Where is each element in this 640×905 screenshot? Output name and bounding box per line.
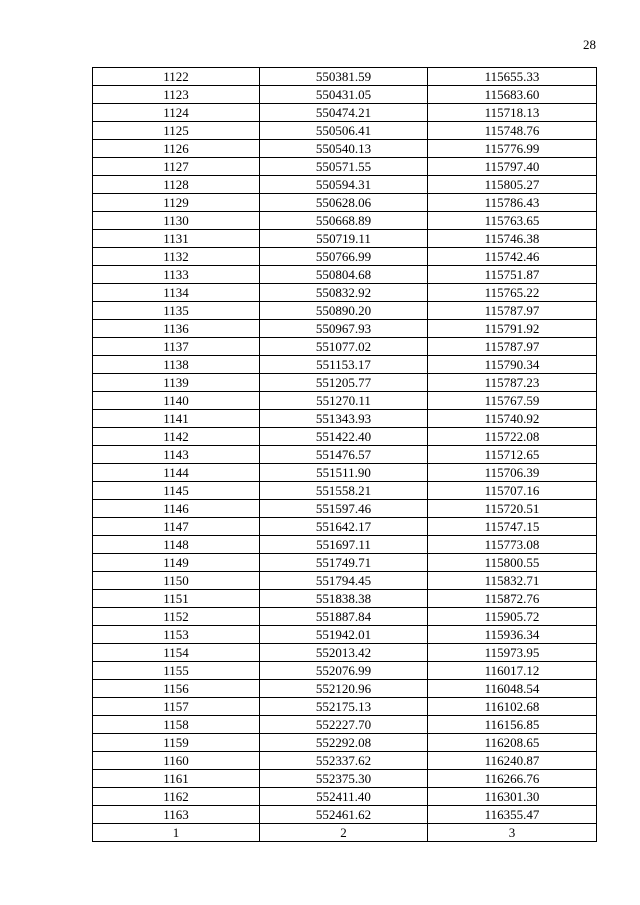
table-row	[93, 446, 597, 464]
table-row	[93, 140, 597, 158]
x-coordinate-cell: 551077.02	[260, 338, 428, 356]
coordinates-table-body	[93, 68, 597, 824]
x-coordinate-cell: 550571.55	[260, 158, 428, 176]
point-number-cell: 1126	[93, 140, 260, 158]
y-coordinate-cell: 115722.08	[428, 428, 597, 446]
y-coordinate-cell: 115767.59	[428, 392, 597, 410]
table-row	[93, 518, 597, 536]
y-coordinate-cell: 115790.34	[428, 356, 597, 374]
y-coordinate-cell: 116240.87	[428, 752, 597, 770]
y-coordinate-cell: 115740.92	[428, 410, 597, 428]
x-coordinate-cell: 551697.11	[260, 536, 428, 554]
y-coordinate-cell: 115973.95	[428, 644, 597, 662]
table-row	[93, 590, 597, 608]
table-row	[93, 320, 597, 338]
table-row	[93, 68, 597, 86]
point-number-cell: 1128	[93, 176, 260, 194]
table-row	[93, 608, 597, 626]
x-coordinate-cell: 551153.17	[260, 356, 428, 374]
column-number-cell: 3	[428, 824, 597, 842]
table-row	[93, 158, 597, 176]
y-coordinate-cell: 115742.46	[428, 248, 597, 266]
table-row	[93, 500, 597, 518]
point-number-cell: 1135	[93, 302, 260, 320]
x-coordinate-cell: 551558.21	[260, 482, 428, 500]
point-number-cell: 1140	[93, 392, 260, 410]
point-number-cell: 1137	[93, 338, 260, 356]
column-number-row	[93, 824, 597, 842]
y-coordinate-cell: 115655.33	[428, 68, 597, 86]
column-number-cell: 1	[93, 824, 260, 842]
x-coordinate-cell: 552411.40	[260, 788, 428, 806]
point-number-cell: 1163	[93, 806, 260, 824]
point-number-cell: 1131	[93, 230, 260, 248]
column-number-cell: 2	[260, 824, 428, 842]
y-coordinate-cell: 115800.55	[428, 554, 597, 572]
x-coordinate-cell: 550967.93	[260, 320, 428, 338]
table-row	[93, 428, 597, 446]
point-number-cell: 1143	[93, 446, 260, 464]
y-coordinate-cell: 115787.97	[428, 302, 597, 320]
point-number-cell: 1125	[93, 122, 260, 140]
y-coordinate-cell: 116301.30	[428, 788, 597, 806]
point-number-cell: 1150	[93, 572, 260, 590]
point-number-cell: 1144	[93, 464, 260, 482]
point-number-cell: 1132	[93, 248, 260, 266]
x-coordinate-cell: 551205.77	[260, 374, 428, 392]
point-number-cell: 1141	[93, 410, 260, 428]
point-number-cell: 1145	[93, 482, 260, 500]
y-coordinate-cell: 115747.15	[428, 518, 597, 536]
x-coordinate-cell: 550594.31	[260, 176, 428, 194]
table-row	[93, 338, 597, 356]
y-coordinate-cell: 115712.65	[428, 446, 597, 464]
point-number-cell: 1151	[93, 590, 260, 608]
table-row	[93, 752, 597, 770]
point-number-cell: 1158	[93, 716, 260, 734]
y-coordinate-cell: 115773.08	[428, 536, 597, 554]
table-row	[93, 248, 597, 266]
table-row	[93, 104, 597, 122]
y-coordinate-cell: 116355.47	[428, 806, 597, 824]
point-number-cell: 1129	[93, 194, 260, 212]
point-number-cell: 1142	[93, 428, 260, 446]
x-coordinate-cell: 550474.21	[260, 104, 428, 122]
x-coordinate-cell: 551942.01	[260, 626, 428, 644]
table-row	[93, 176, 597, 194]
y-coordinate-cell: 115763.65	[428, 212, 597, 230]
table-row	[93, 698, 597, 716]
table-row	[93, 212, 597, 230]
table-row	[93, 788, 597, 806]
x-coordinate-cell: 551270.11	[260, 392, 428, 410]
x-coordinate-cell: 552375.30	[260, 770, 428, 788]
y-coordinate-cell: 115765.22	[428, 284, 597, 302]
table-row	[93, 410, 597, 428]
x-coordinate-cell: 552076.99	[260, 662, 428, 680]
x-coordinate-cell: 552337.62	[260, 752, 428, 770]
x-coordinate-cell: 552120.96	[260, 680, 428, 698]
x-coordinate-cell: 551838.38	[260, 590, 428, 608]
point-number-cell: 1153	[93, 626, 260, 644]
x-coordinate-cell: 550540.13	[260, 140, 428, 158]
y-coordinate-cell: 115787.23	[428, 374, 597, 392]
y-coordinate-cell: 115797.40	[428, 158, 597, 176]
x-coordinate-cell: 550890.20	[260, 302, 428, 320]
y-coordinate-cell: 115746.38	[428, 230, 597, 248]
table-row	[93, 572, 597, 590]
x-coordinate-cell: 550832.92	[260, 284, 428, 302]
table-row	[93, 644, 597, 662]
table-row	[93, 356, 597, 374]
y-coordinate-cell: 115832.71	[428, 572, 597, 590]
y-coordinate-cell: 115706.39	[428, 464, 597, 482]
table-row	[93, 716, 597, 734]
page-number: 28	[583, 37, 596, 52]
y-coordinate-cell: 116208.65	[428, 734, 597, 752]
point-number-cell: 1146	[93, 500, 260, 518]
point-number-cell: 1134	[93, 284, 260, 302]
table-row	[93, 86, 597, 104]
y-coordinate-cell: 115786.43	[428, 194, 597, 212]
point-number-cell: 1159	[93, 734, 260, 752]
x-coordinate-cell: 550766.99	[260, 248, 428, 266]
x-coordinate-cell: 551343.93	[260, 410, 428, 428]
y-coordinate-cell: 116156.85	[428, 716, 597, 734]
x-coordinate-cell: 550804.68	[260, 266, 428, 284]
point-number-cell: 1139	[93, 374, 260, 392]
x-coordinate-cell: 550381.59	[260, 68, 428, 86]
point-number-cell: 1157	[93, 698, 260, 716]
point-number-cell: 1149	[93, 554, 260, 572]
x-coordinate-cell: 550506.41	[260, 122, 428, 140]
table-row	[93, 806, 597, 824]
point-number-cell: 1155	[93, 662, 260, 680]
point-number-cell: 1123	[93, 86, 260, 104]
x-coordinate-cell: 551642.17	[260, 518, 428, 536]
x-coordinate-cell: 550431.05	[260, 86, 428, 104]
y-coordinate-cell: 115707.16	[428, 482, 597, 500]
table-row	[93, 194, 597, 212]
point-number-cell: 1162	[93, 788, 260, 806]
point-number-cell: 1160	[93, 752, 260, 770]
x-coordinate-cell: 551511.90	[260, 464, 428, 482]
x-coordinate-cell: 551749.71	[260, 554, 428, 572]
y-coordinate-cell: 115872.76	[428, 590, 597, 608]
y-coordinate-cell: 115718.13	[428, 104, 597, 122]
table-row	[93, 374, 597, 392]
y-coordinate-cell: 115720.51	[428, 500, 597, 518]
table-row	[93, 266, 597, 284]
point-number-cell: 1147	[93, 518, 260, 536]
point-number-cell: 1136	[93, 320, 260, 338]
x-coordinate-cell: 550719.11	[260, 230, 428, 248]
x-coordinate-cell: 550668.89	[260, 212, 428, 230]
x-coordinate-cell: 550628.06	[260, 194, 428, 212]
table-row	[93, 122, 597, 140]
y-coordinate-cell: 115751.87	[428, 266, 597, 284]
x-coordinate-cell: 551887.84	[260, 608, 428, 626]
point-number-cell: 1156	[93, 680, 260, 698]
table-row	[93, 662, 597, 680]
table-row	[93, 734, 597, 752]
y-coordinate-cell: 115791.92	[428, 320, 597, 338]
x-coordinate-cell: 551476.57	[260, 446, 428, 464]
x-coordinate-cell: 552292.08	[260, 734, 428, 752]
y-coordinate-cell: 115683.60	[428, 86, 597, 104]
table-row	[93, 464, 597, 482]
x-coordinate-cell: 552227.70	[260, 716, 428, 734]
table-row	[93, 680, 597, 698]
x-coordinate-cell: 551597.46	[260, 500, 428, 518]
point-number-cell: 1124	[93, 104, 260, 122]
point-number-cell: 1133	[93, 266, 260, 284]
x-coordinate-cell: 551422.40	[260, 428, 428, 446]
point-number-cell: 1138	[93, 356, 260, 374]
table-row	[93, 230, 597, 248]
y-coordinate-cell: 116017.12	[428, 662, 597, 680]
table-row	[93, 302, 597, 320]
table-row	[93, 482, 597, 500]
table-row	[93, 392, 597, 410]
y-coordinate-cell: 115748.76	[428, 122, 597, 140]
y-coordinate-cell: 115776.99	[428, 140, 597, 158]
table-row	[93, 284, 597, 302]
y-coordinate-cell: 115905.72	[428, 608, 597, 626]
table-row	[93, 536, 597, 554]
y-coordinate-cell: 115805.27	[428, 176, 597, 194]
y-coordinate-cell: 115936.34	[428, 626, 597, 644]
y-coordinate-cell: 115787.97	[428, 338, 597, 356]
table-row	[93, 554, 597, 572]
x-coordinate-cell: 552461.62	[260, 806, 428, 824]
point-number-cell: 1122	[93, 68, 260, 86]
x-coordinate-cell: 552175.13	[260, 698, 428, 716]
y-coordinate-cell: 116102.68	[428, 698, 597, 716]
point-number-cell: 1152	[93, 608, 260, 626]
point-number-cell: 1154	[93, 644, 260, 662]
x-coordinate-cell: 552013.42	[260, 644, 428, 662]
point-number-cell: 1127	[93, 158, 260, 176]
x-coordinate-cell: 551794.45	[260, 572, 428, 590]
point-number-cell: 1130	[93, 212, 260, 230]
table-row	[93, 770, 597, 788]
table-row	[93, 626, 597, 644]
y-coordinate-cell: 116048.54	[428, 680, 597, 698]
y-coordinate-cell: 116266.76	[428, 770, 597, 788]
point-number-cell: 1148	[93, 536, 260, 554]
coordinates-table	[92, 67, 597, 842]
point-number-cell: 1161	[93, 770, 260, 788]
